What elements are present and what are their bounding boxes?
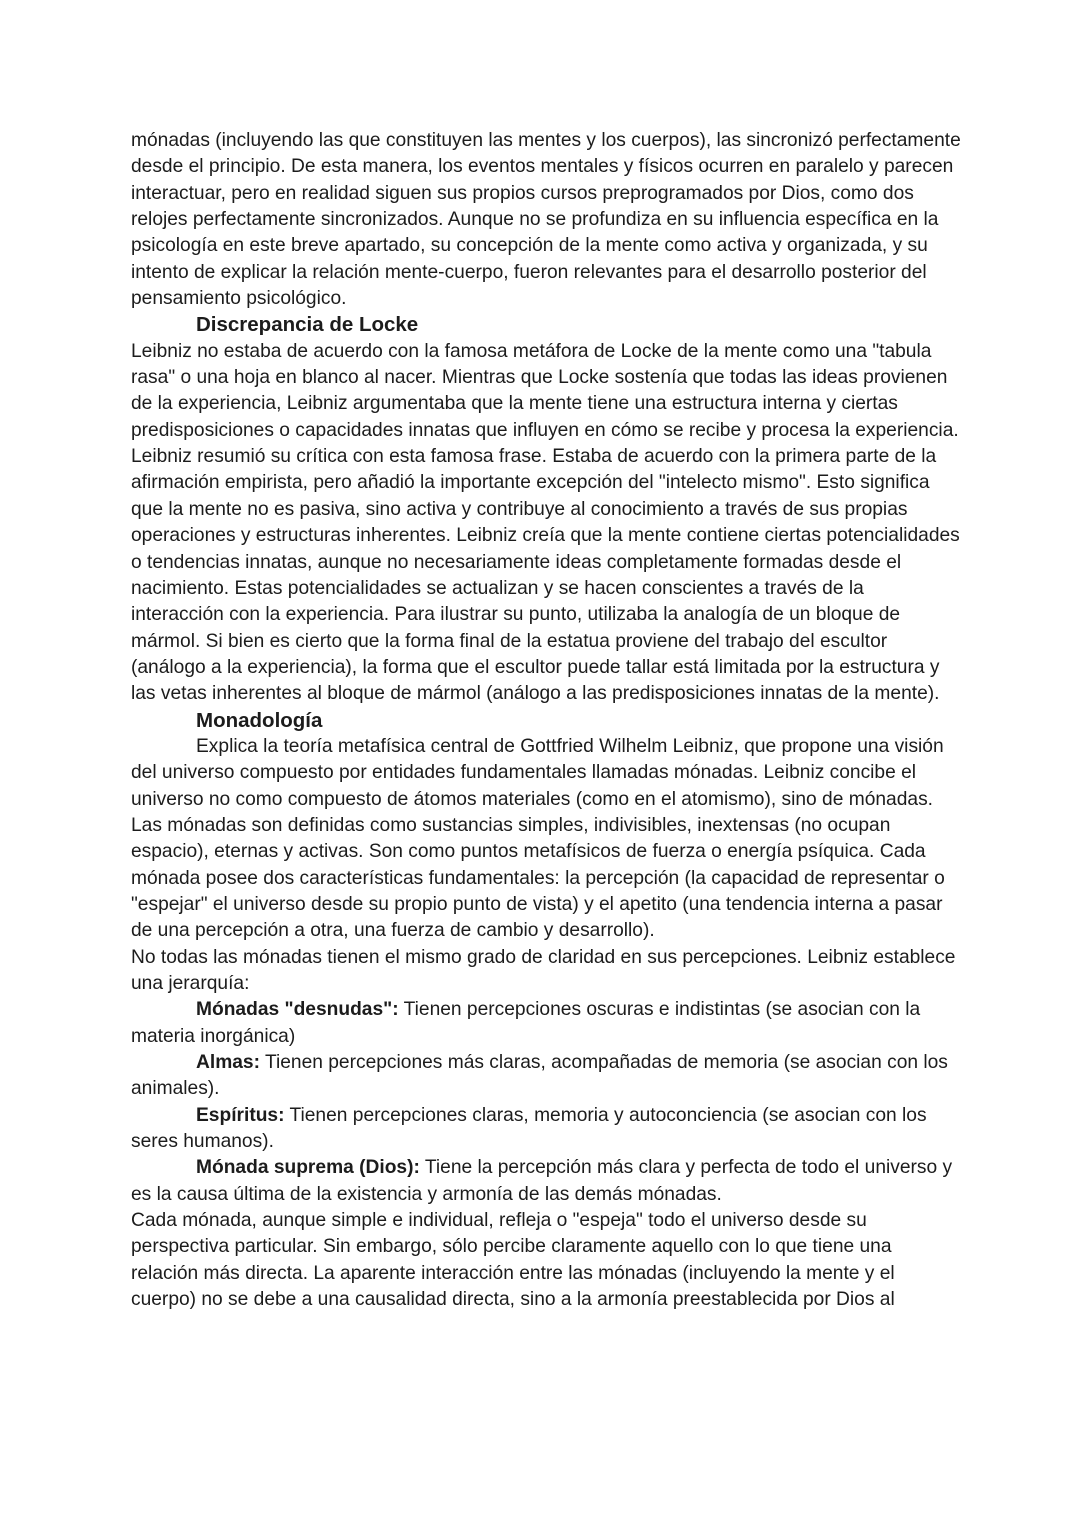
monadologia-paragraph-1: Explica la teoría metafísica central de Gottfried Wilhelm Leibniz, que propone una visión del universo compuesto por entidades fundamentales llamadas mónadas. Leibniz concibe el universo no como compuesto de átomos materiales (como en el atomismo), sino de mónadas. Las mónadas son definidas como sustancias simples, indivisibles, inextensas (no ocupan espacio), eternas y activas. Son como puntos metafísicos de fuerza o energía psíquica. Cada mónada posee dos características fundamentales: la percepción (la capacidad de representar o "espejar" el universo desde su propio punto de vista) y el apetito (una tendencia interna a pasar de una percepción a otra, una fuerza de cambio y desarrollo). <box>131 735 945 942</box>
document-page <box>131 128 961 1313</box>
hierarchy-term: Espíritus: <box>196 1104 285 1126</box>
hierarchy-item-monadas-desnudas <box>131 997 961 1050</box>
hierarchy-term: Mónada suprema (Dios): <box>196 1157 420 1179</box>
monadologia-paragraph-2: No todas las mónadas tienen el mismo grado de claridad en sus percepciones. Leibniz establece una jerarquía: <box>131 946 956 994</box>
hierarchy-item-monada-suprema <box>131 1155 961 1208</box>
hierarchy-item-almas <box>131 1050 961 1103</box>
heading-monadologia: Monadología <box>196 708 323 732</box>
hierarchy-term: Almas: <box>196 1052 260 1074</box>
hierarchy-description: Tiene la percepción más clara y perfecta de todo el universo y es la causa última de la existencia y armonía de las demás mónadas. <box>131 1157 953 1205</box>
hierarchy-item-espiritus <box>131 1103 961 1156</box>
hierarchy-description: Tienen percepciones oscuras e indistintas (se asocian con la materia inorgánica) <box>131 999 921 1047</box>
hierarchy-description: Tienen percepciones claras, memoria y autoconciencia (se asocian con los seres humanos). <box>131 1104 927 1153</box>
hierarchy-description: Tienen percepciones más claras, acompañadas de memoria (se asocian con los animales). <box>131 1052 948 1100</box>
locke-paragraph: Leibniz no estaba de acuerdo con la famosa metáfora de Locke de la mente como una "tabula rasa" o una hoja en blanco al nacer. Mientras que Locke sostenía que todas las ideas provienen de la experiencia, Leibniz argumentaba que la mente tiene una estructura interna y ciertas predisposiciones o capacidades innatas que influyen en cómo se recibe y procesa la experiencia. Leibniz resumió su crítica con esta famosa frase. Estaba de acuerdo con la primera parte de la afirmación empirista, pero añadió la importante excepción del "intelecto mismo". Esto significa que la mente no es pasiva, sino activa y contribuye al conocimiento a través de sus propias operaciones y estructuras inherentes. Leibniz creía que la mente contiene ciertas potencialidades o tendencias innatas, aunque no necesariamente ideas completamente formadas desde el nacimiento. Estas potencialidades se actualizan y se hacen conscientes a través de la interacción con la experiencia. Para ilustrar su punto, utilizaba la analogía de un bloque de mármol. Si bien es cierto que la forma final de la estatua proviene del trabajo del escultor (análogo a la experiencia), la forma que el escultor puede tallar está limitada por la estructura y las vetas inherentes al bloque de mármol (análogo a las predisposiciones innatas de la mente). <box>131 340 960 705</box>
heading-discrepancia-de-locke: Discrepancia de Locke <box>196 313 419 337</box>
hierarchy-term: Mónadas "desnudas": <box>196 999 399 1021</box>
intro-paragraph: mónadas (incluyendo las que constituyen las mentes y los cuerpos), las sincronizó perfectamente desde el principio. De esta manera, los eventos mentales y físicos ocurren en paralelo y parecen interactuar, pero en realidad siguen sus propios cursos preprogramados por Dios, como dos relojes perfectamente sincronizados. Aunque no se profundiza en su influencia específica en la psicología en este breve apartado, su concepción de la mente como activa y organizada, y su intento de explicar la relación mente-cuerpo, fueron relevantes para el desarrollo posterior del pensamiento psicológico. <box>131 130 961 310</box>
monadologia-paragraph-3: Cada mónada, aunque simple e individual, refleja o "espeja" todo el universo desde su perspectiva particular. Sin embargo, sólo percibe claramente aquello con lo que tiene una relación más directa. La aparente interacción entre las mónadas (incluyendo la mente y el cuerpo) no se debe a una causalidad directa, sino a la armonía preestablecida por Dios al <box>131 1210 895 1311</box>
